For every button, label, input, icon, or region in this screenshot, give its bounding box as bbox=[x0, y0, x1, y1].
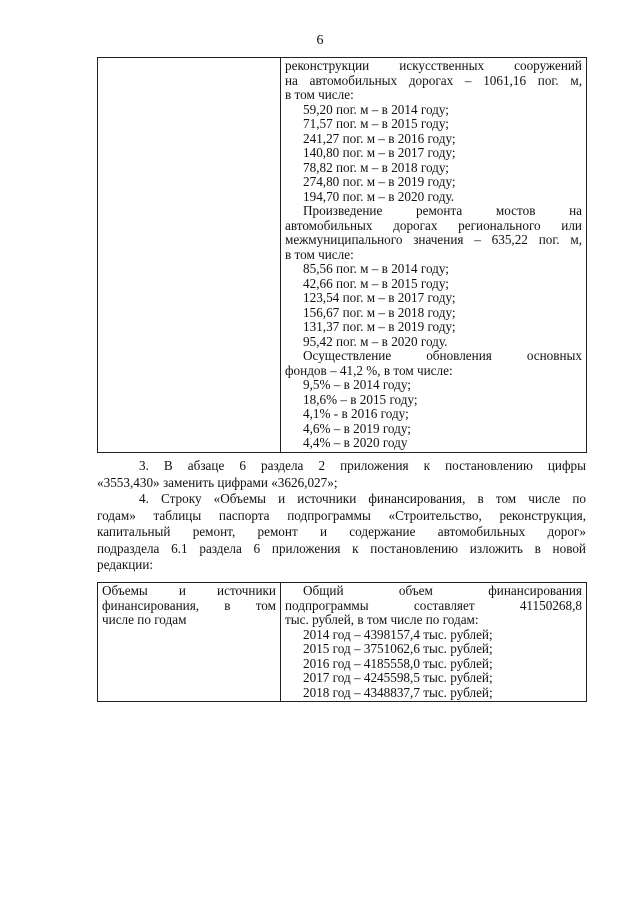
text-line: годам» таблицы паспорта подпрограммы «Строительство, реконструкция, bbox=[97, 507, 586, 523]
text-line: 42,66 пог. м – в 2015 году; bbox=[303, 275, 449, 291]
text-line: Общий объем финансирования bbox=[303, 583, 582, 598]
text-line: капитальный ремонт, ремонт и содержание автомобильных дорог» bbox=[97, 524, 586, 540]
text-line: Объемы и источники bbox=[102, 583, 276, 598]
text-line: подпрограммы составляет 41150268,8 bbox=[285, 597, 582, 613]
funding-table bbox=[97, 582, 587, 702]
text-line: тыс. рублей, в том числе по годам: bbox=[285, 612, 479, 627]
paragraph-4 bbox=[97, 491, 586, 574]
text-line: 194,70 пог. м – в 2020 году. bbox=[303, 188, 455, 204]
text-line: реконструкции искусственных сооружений bbox=[285, 58, 582, 73]
text-line: 2014 год – 4398157,4 тыс. рублей; bbox=[303, 626, 493, 642]
text-line: фондов – 41,2 %, в том числе: bbox=[285, 362, 453, 378]
text-line: 85,56 пог. м – в 2014 году; bbox=[303, 261, 449, 276]
text-line: редакции: bbox=[97, 557, 154, 573]
text-line: 95,42 пог. м – в 2020 году. bbox=[303, 333, 448, 349]
text-line: 9,5% – в 2014 году; bbox=[303, 377, 411, 392]
table-row bbox=[98, 583, 587, 702]
text-line: Осуществление обновления основных bbox=[303, 348, 582, 363]
passport-table-continuation bbox=[97, 57, 587, 453]
text-line: 71,57 пог. м – в 2015 году; bbox=[303, 116, 449, 131]
text-line: 59,20 пог. м – в 2014 году; bbox=[303, 101, 449, 117]
text-line: 241,27 пог. м – в 2016 году; bbox=[303, 130, 456, 146]
text-line: 4,4% – в 2020 году bbox=[303, 435, 408, 450]
text-line: 78,82 пог. м – в 2018 году; bbox=[303, 159, 449, 175]
text-line: 2017 год – 4245598,5 тыс. рублей; bbox=[303, 670, 493, 685]
text-line: 123,54 пог. м – в 2017 году; bbox=[303, 290, 456, 305]
table-cell-indicators bbox=[281, 58, 587, 453]
text-line: 18,6% – в 2015 году; bbox=[303, 391, 418, 407]
funding-text bbox=[281, 583, 586, 701]
text-line: автомобильных дорогах регионального или bbox=[285, 217, 582, 233]
text-line: подраздела 6.1 раздела 6 приложения к постановлению изложить в новой bbox=[97, 540, 586, 556]
text-line: 2018 год – 4348837,7 тыс. рублей; bbox=[303, 684, 493, 700]
text-line: 2015 год – 3751062,6 тыс. рублей; bbox=[303, 641, 493, 656]
text-line: межмуниципального значения – 635,22 пог. м, bbox=[285, 232, 582, 247]
text-line: 4,6% – в 2019 году; bbox=[303, 420, 411, 436]
text-line: финансирования, в том bbox=[102, 597, 276, 613]
text-line: 3. В абзаце 6 раздела 2 приложения к постановлению цифры bbox=[139, 458, 586, 473]
text-line: 2016 год – 4185558,0 тыс. рублей; bbox=[303, 655, 493, 671]
text-line: Произведение ремонта мостов на bbox=[303, 203, 582, 218]
text-line: 274,80 пог. м – в 2019 году; bbox=[303, 174, 456, 189]
text-line: 4,1% - в 2016 году; bbox=[303, 406, 409, 421]
table-row bbox=[98, 58, 587, 453]
table-cell-left-empty bbox=[98, 58, 281, 453]
funding-label bbox=[98, 583, 280, 629]
text-line: на автомобильных дорогах – 1061,16 пог. м, bbox=[285, 72, 582, 88]
text-line: «3553,430» заменить цифрами «3626,027»; bbox=[97, 474, 338, 490]
page-number: 6 bbox=[316, 33, 324, 48]
text-line: числе по годам bbox=[102, 612, 187, 627]
text-line: в том числе: bbox=[285, 87, 354, 102]
indicators-text bbox=[281, 58, 586, 452]
paragraph-3 bbox=[97, 458, 586, 491]
text-line: 140,80 пог. м – в 2017 году; bbox=[303, 145, 456, 160]
text-line: 4. Строку «Объемы и источники финансирования, в том числе по bbox=[139, 491, 586, 506]
text-line: 131,37 пог. м – в 2019 году; bbox=[303, 319, 456, 334]
text-line: в том числе: bbox=[285, 246, 354, 262]
text-line: 156,67 пог. м – в 2018 году; bbox=[303, 304, 456, 320]
table-cell-funding bbox=[281, 583, 587, 702]
table-cell-label bbox=[98, 583, 281, 702]
